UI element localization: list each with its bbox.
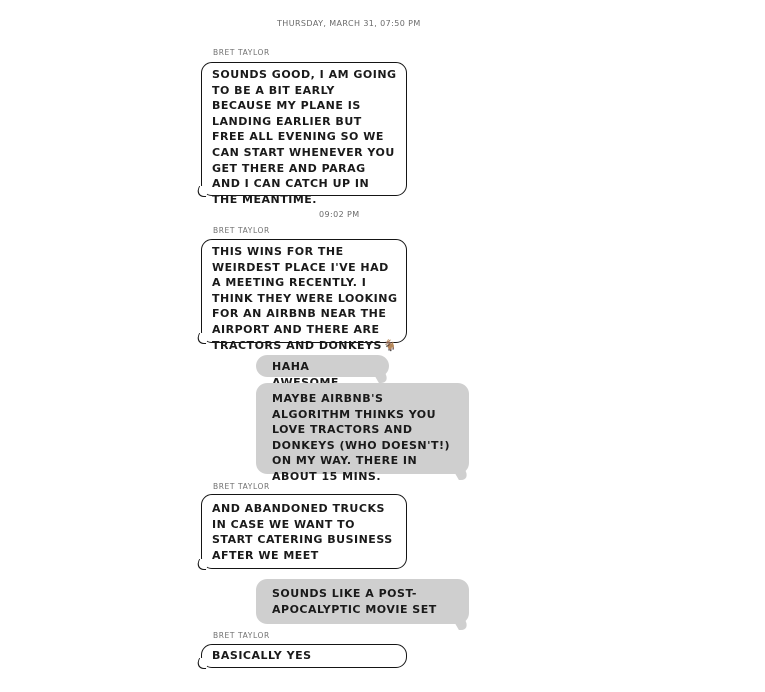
incoming-message-bubble[interactable] [201,644,407,668]
sender-label: BRET TAYLOR [213,48,270,57]
message-text: SOUNDS GOOD, I AM GOING TO BE A BIT EARLY BECAUSE MY PLANE IS LANDING EARLIER BUT FREE ALL EVENING SO WE CAN START WHENEVER YOU GET THERE AND PARAG AND I CAN CATCH UP IN THE MEANTIME. [212,68,397,206]
mid-timestamp: 09:02 PM [319,210,360,219]
incoming-message-bubble[interactable] [201,239,407,352]
message-text: HAHA [272,360,310,373]
outgoing-message-bubble[interactable] [256,383,469,483]
donkey-emoji-icon: 🐐 [382,338,398,352]
message-text: AND ABANDONED TRUCKS IN CASE WE WANT TO START CATERING BUSINESS AFTER WE MEET [212,502,393,562]
message-text: BASICALLY YES [212,649,312,662]
outgoing-message-bubble[interactable] [256,579,469,624]
sender-label: BRET TAYLOR [213,631,270,640]
incoming-message-bubble[interactable] [201,494,407,569]
incoming-message-bubble[interactable] [201,62,407,206]
message-text: THIS WINS FOR THE WEIRDEST PLACE I'VE HAD A MEETING RECENTLY. I THINK THEY WERE LOOKING FOR AN AIRBNB NEAR THE AIRPORT AND THERE ARE TRACTORS AND DONKEYS [212,245,398,352]
sender-label: BRET TAYLOR [213,226,270,235]
sender-label: BRET TAYLOR [213,482,270,491]
message-text: SOUNDS LIKE A POST-APOCALYPTIC MOVIE SET [272,587,437,616]
header-timestamp: THURSDAY, MARCH 31, 07:50 PM [277,19,421,28]
message-text: MAYBE AIRBNB'S ALGORITHM THINKS YOU LOVE TRACTORS AND DONKEYS (WHO DOESN'T!) ON MY WAY. THERE IN ABOUT 15 MINS. [272,392,451,483]
outgoing-message-bubble[interactable] [256,355,389,377]
